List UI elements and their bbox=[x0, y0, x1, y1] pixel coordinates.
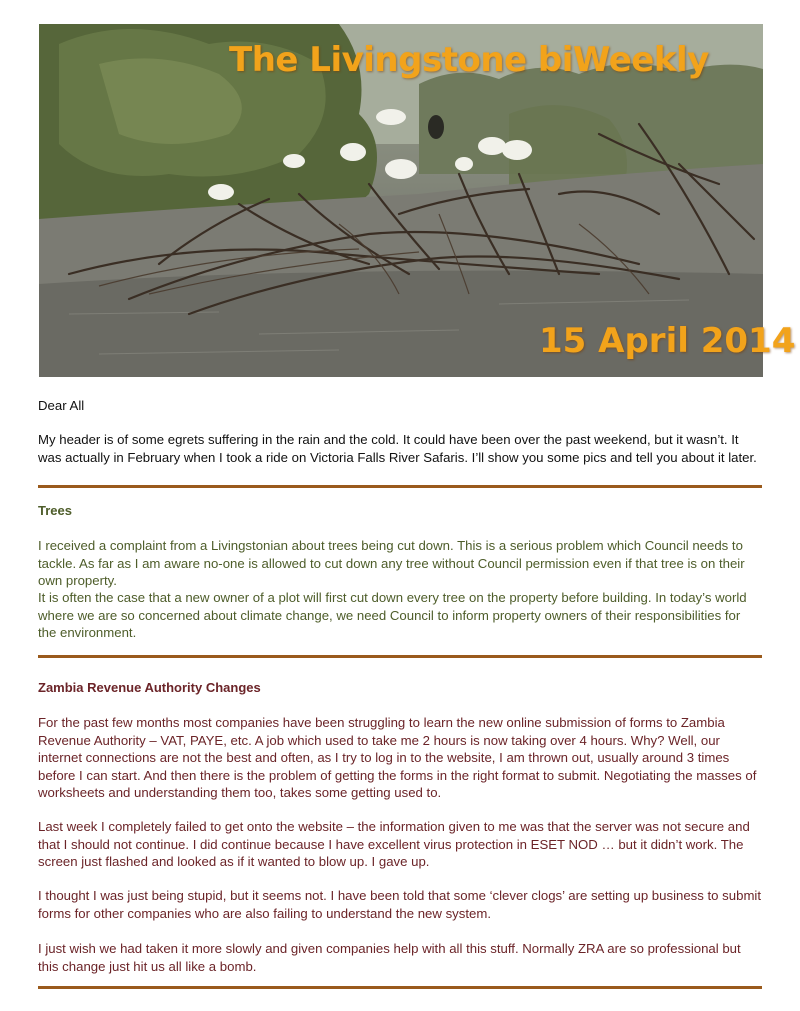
header-photo bbox=[39, 24, 796, 377]
section-divider bbox=[38, 485, 762, 488]
zra-paragraph: I thought I was just being stupid, but it seems not. I have been told that some ‘clever clogs’ are setting up business to submit forms for other companies who are also failing to understand the new system. bbox=[38, 888, 762, 921]
zra-paragraph: For the past few months most companies have been struggling to learn the new online submission of forms to Zambia Revenue Authority – VAT, PAYE, etc. A job which used to take me 2 hours is now taking over 4 hours. Why? Well, our internet connections are not the best and often, as I try to log in to the website, I am thrown out, usually around 3 times before I can start. And then there is the problem of getting the forms in the right format to submit. Negotiating the masses of worksheets and understanding them too, takes some getting used to. bbox=[38, 715, 757, 800]
zra-paragraph: I just wish we had taken it more slowly and given companies help with all this stuff. Normally ZRA are so professional but this change just hit us all like a bomb. bbox=[38, 941, 741, 974]
masthead-date: 15 April 2014 bbox=[539, 321, 796, 361]
greeting: Dear All bbox=[38, 398, 85, 413]
intro-paragraph: My header is of some egrets suffering in the rain and the cold. It could have been over the past weekend, but it wasn’t. It was actually in February when I took a ride on Victoria Falls River Safaris. I’ll show you some pics and tell you about it later. bbox=[38, 432, 757, 465]
trees-paragraph: I received a complaint from a Livingstonian about trees being cut down. This is a serious problem which Council needs to tackle. As far as I am aware no-one is allowed to cut down any tree without Council permission even if that tree is on their own property. bbox=[38, 538, 745, 588]
section-divider bbox=[38, 655, 762, 658]
zra-heading: Zambia Revenue Authority Changes bbox=[38, 680, 261, 695]
section-divider bbox=[38, 986, 762, 989]
zra-paragraph: Last week I completely failed to get onto the website – the information given to me was that the server was not secure and that I should not continue. I did continue because I have excellent virus protection in ESET NOD … but it didn’t work. The screen just flashed and looked as if it wanted to blow up. I gave up. bbox=[38, 819, 750, 869]
masthead-title: The Livingstone biWeekly bbox=[229, 40, 709, 80]
trees-paragraph: It is often the case that a new owner of a plot will first cut down every tree on the property before building. In today’s world where we are so concerned about climate change, we need Council to inform property owners of their responsibilities for the environment. bbox=[38, 590, 747, 640]
trees-heading: Trees bbox=[38, 503, 72, 518]
